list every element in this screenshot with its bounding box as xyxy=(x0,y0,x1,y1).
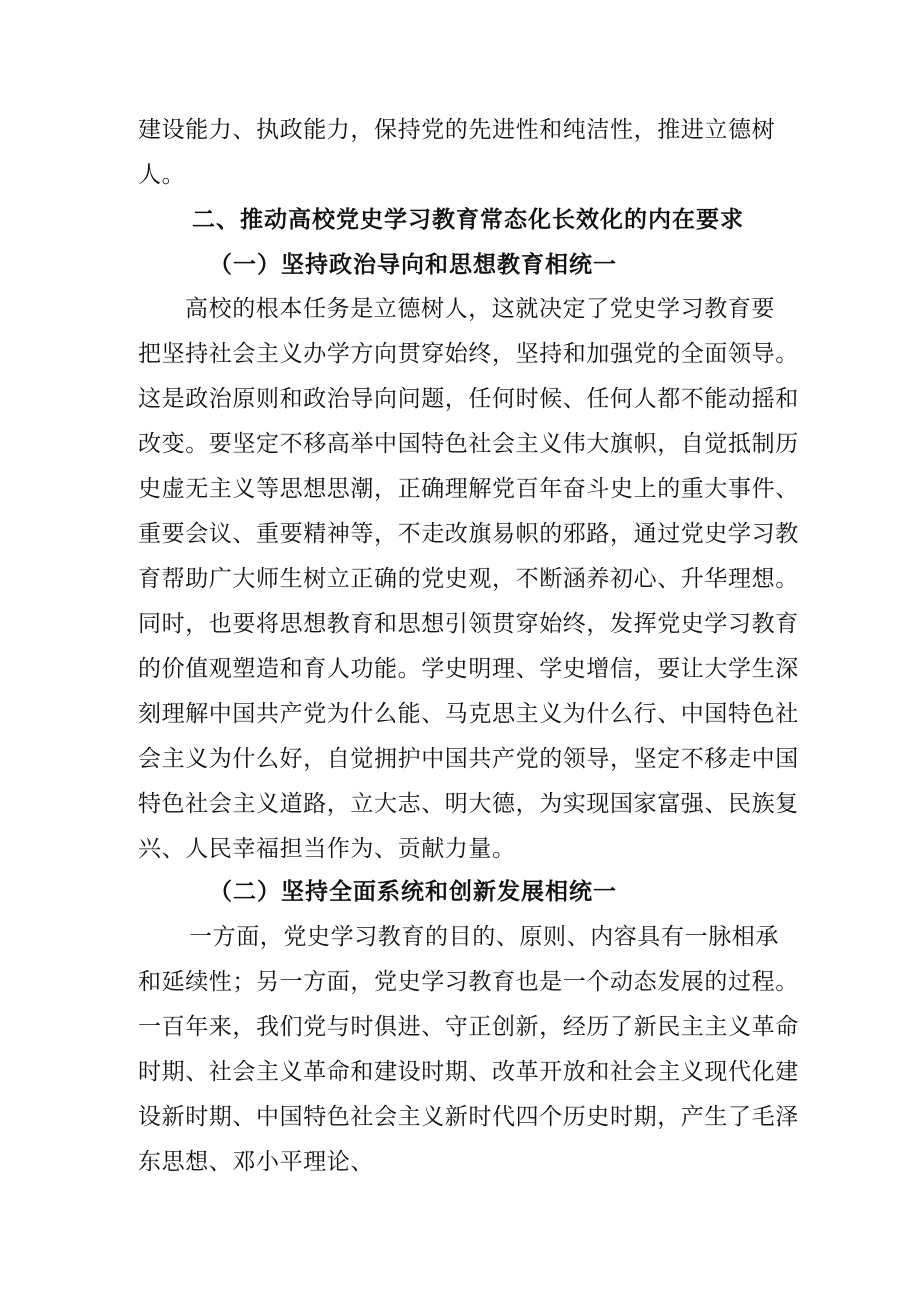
body-text-line: 把坚持社会主义办学方向贯穿始终，坚持和加强党的全面领导。 xyxy=(138,341,799,367)
body-text-line: 东思想、邓小平理论、 xyxy=(138,1149,374,1175)
body-text-line: 史虚无主义等思想思潮，正确理解党百年奋斗史上的重大事件、 xyxy=(138,476,799,502)
body-text-line: 一百年来，我们党与时俱进、守正创新，经历了新民主主义革命 xyxy=(138,1014,799,1040)
body-text-line: 同时，也要将思想教育和思想引领贯穿始终，发挥党史学习教育 xyxy=(138,611,799,637)
body-text-line: 改变。要坚定不移高举中国特色社会主义伟大旗帜，自觉抵制历 xyxy=(138,431,799,457)
body-text-line: 兴、人民幸福担当作为、贡献力量。 xyxy=(138,836,516,862)
body-text-line: 特色社会主义道路，立大志、明大德，为实现国家富强、民族复 xyxy=(138,791,799,817)
body-text-line: 人。 xyxy=(138,162,186,188)
body-text-line: 建设能力、执政能力，保持党的先进性和纯洁性，推进立德树 xyxy=(138,117,776,143)
body-text-line: 会主义为什么好，自觉拥护中国共产党的领导，坚定不移走中国 xyxy=(138,746,799,772)
body-text-line: 育帮助广大师生树立正确的党史观，不断涵养初心、升华理想。 xyxy=(138,566,799,592)
subsection-heading-2: （二）坚持全面系统和创新发展相统一 xyxy=(209,878,617,905)
body-text-line: 设新时期、中国特色社会主义新时代四个历史时期，产生了毛泽 xyxy=(138,1104,799,1130)
body-text-line: 和延续性；另一方面，党史学习教育也是一个动态发展的过程。 xyxy=(138,969,799,995)
body-text-line: 这是政治原则和政治导向问题，任何时候、任何人都不能动摇和 xyxy=(138,386,799,412)
subsection-heading-1: （一）坚持政治导向和思想教育相统一 xyxy=(209,251,617,278)
body-text-line: 一方面，党史学习教育的目的、原则、内容具有一脉相承 xyxy=(189,924,779,950)
body-text-line: 时期、社会主义革命和建设时期、改革开放和社会主义现代化建 xyxy=(138,1059,799,1085)
body-text-line: 的价值观塑造和育人功能。学史明理、学史增信，要让大学生深 xyxy=(138,656,799,682)
section-heading: 二、推动高校党史学习教育常态化长效化的内在要求 xyxy=(192,206,744,233)
body-text-line: 高校的根本任务是立德树人，这就决定了党史学习教育要 xyxy=(185,296,775,322)
body-text-line: 刻理解中国共产党为什么能、马克思主义为什么行、中国特色社 xyxy=(138,701,799,727)
body-text-line: 重要会议、重要精神等，不走改旗易帜的邪路，通过党史学习教 xyxy=(138,521,799,547)
